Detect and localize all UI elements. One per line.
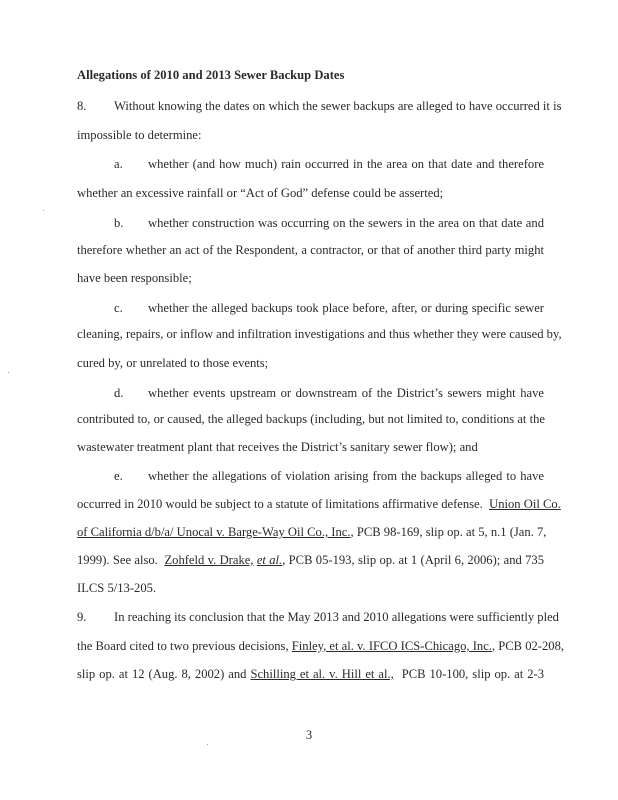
section-heading: Allegations of 2010 and 2013 Sewer Backup Dates [77,68,345,82]
item-e-line-5: ILCS 5/13-205. [77,581,157,595]
paragraph-9-line-2 [77,638,565,654]
case-citation-unocal: of California d/b/a/ Unocal v. Barge-Way Oil Co., Inc. [77,525,351,539]
item-a-letter: a. [114,157,123,171]
item-b-letter: b. [114,216,124,230]
page-number: 3 [305,728,313,742]
item-d-letter: d. [114,386,124,400]
item-b-line-1: whether construction was occurring on the sewers in the area on that date and [148,216,544,230]
item-e-line-4-text: 1999). See also. [77,553,158,567]
item-d-line-1: whether events upstream or downstream of the District’s sewers might have [148,386,544,400]
item-e-letter: e. [114,469,123,483]
item-e-line-3-text: , PCB 98-169, slip op. at 5, n.1 (Jan. 7, [350,525,547,539]
paragraph-8-line-2: impossible to determine: [77,128,202,142]
paragraph-9-number: 9. [77,610,87,624]
paragraph-8-line-1: Without knowing the dates on which the sewer backups are alleged to have occurred it is [114,99,562,113]
scan-speck [207,744,208,745]
paragraph-9-line-3-text: slip op. at 12 (Aug. 8, 2002) and [77,667,247,681]
case-citation-schilling: Schilling et al. v. Hill et al., [250,667,394,681]
item-e-line-2-text: occurred in 2010 would be subject to a statute of limitations affirmative defense. [77,497,483,511]
item-e-line-2 [77,496,561,512]
paragraph-9-line-1: In reaching its conclusion that the May 2013 and 2010 allegations were sufficiently pled [114,610,559,624]
case-citation-union-oil: Union Oil Co. [489,497,561,511]
item-c-line-3: cured by, or unrelated to those events; [77,356,269,370]
scan-speck [43,210,44,211]
paragraph-9-line-3 [77,666,544,682]
paragraph-8-number: 8. [77,99,87,113]
item-a-line-1: whether (and how much) rain occurred in the area on that date and therefore [148,157,544,171]
scan-speck [8,372,9,373]
item-c-letter: c. [114,301,123,315]
case-citation-zohfeld: Zohfeld v. Drake, [164,553,254,567]
paragraph-9-line-3-post: PCB 10-100, slip op. at 2-3 [401,667,545,681]
item-e-line-3 [77,524,547,540]
item-d-line-2: contributed to, or caused, the alleged backups (including, but not limited to, conditions at the [77,412,545,426]
item-e-line-4-post: , PCB 05-193, slip op. at 1 (April 6, 2006); and 735 [282,553,545,567]
case-citation-et-al: et al. [256,553,283,567]
item-a-line-2: whether an excessive rainfall or “Act of God” defense could be asserted; [77,186,444,200]
item-e-line-4 [77,552,544,568]
paragraph-9-line-2-text: the Board cited to two previous decisions, [77,639,289,653]
item-d-line-3: wastewater treatment plant that receives the District’s sanitary sewer flow); and [77,440,478,454]
item-b-line-3: have been responsible; [77,271,192,285]
item-c-line-2: cleaning, repairs, or inflow and infiltration investigations and thus whether they were caused by, [77,327,562,341]
case-citation-finley: Finley, et al. v. IFCO ICS-Chicago, Inc. [291,639,492,653]
item-b-line-2: therefore whether an act of the Respondent, a contractor, or that of another third party might [77,243,544,257]
paragraph-9-line-2-post: , PCB 02-208, [491,639,565,653]
item-c-line-1: whether the alleged backups took place before, after, or during specific sewer [148,301,544,315]
item-e-line-1: whether the allegations of violation arising from the backups alleged to have [148,469,544,483]
